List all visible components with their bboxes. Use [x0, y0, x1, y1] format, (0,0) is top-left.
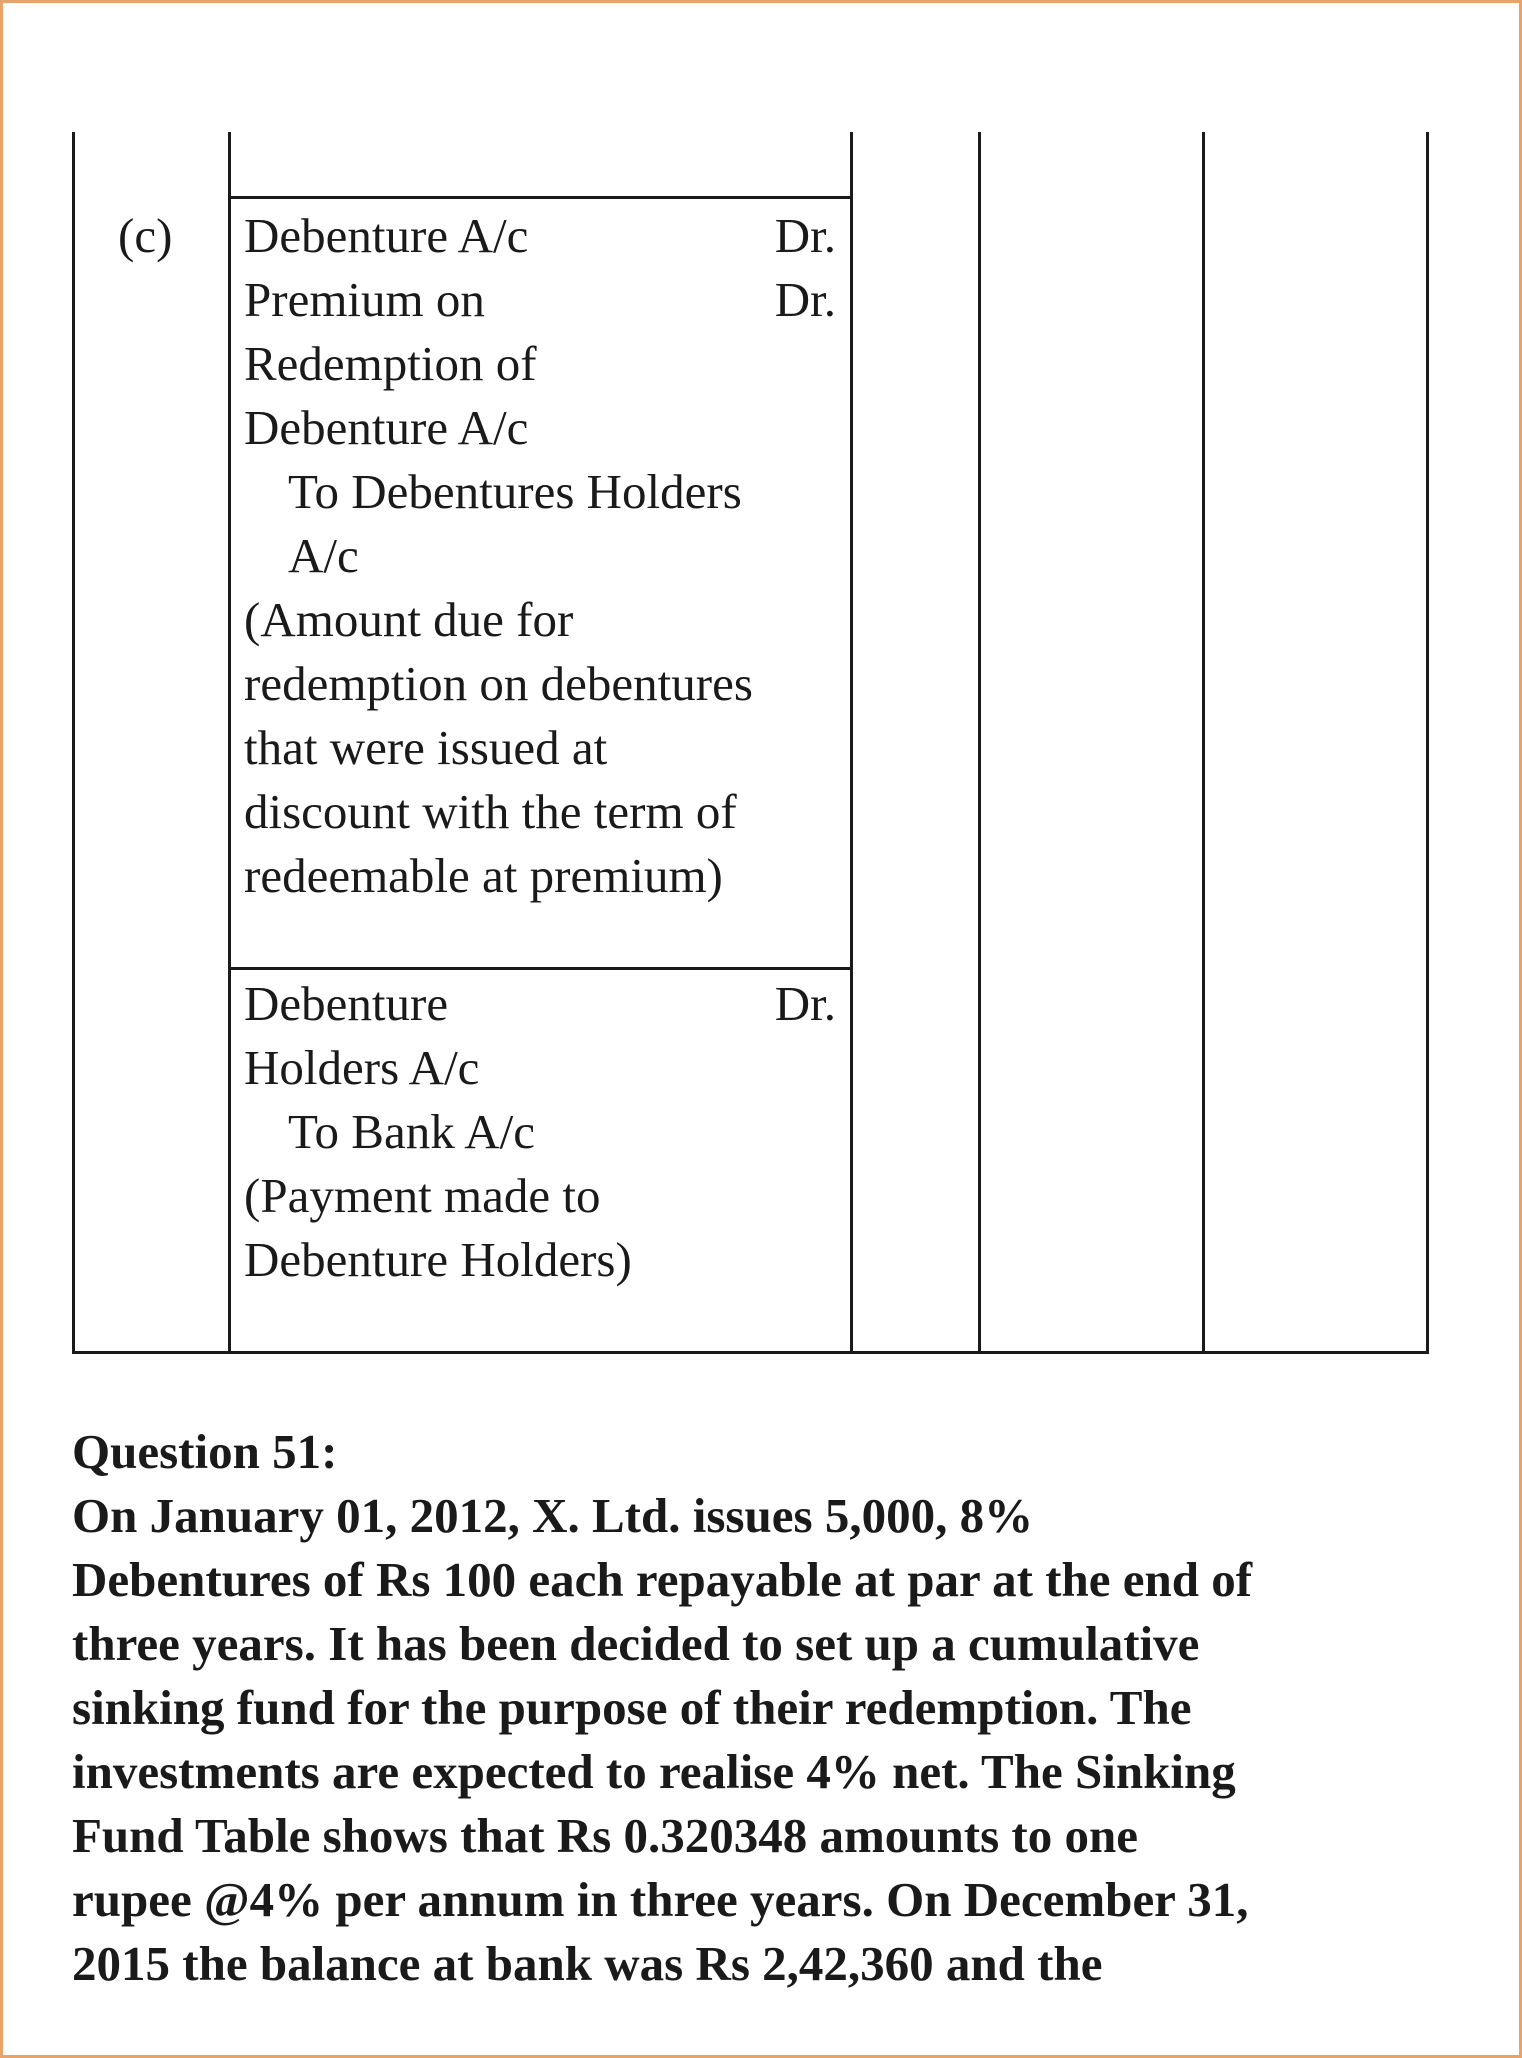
entry-separator-middle	[228, 967, 853, 970]
entry1-debit1-marker: Dr.	[774, 208, 836, 263]
entry1-debit2-line1: Premium on	[244, 272, 485, 327]
question-text-line: Fund Table shows that Rs 0.320348 amounts to one	[72, 1808, 1138, 1863]
entry1-debit1-account: Debenture A/c	[244, 208, 529, 263]
entry1-credit-line1: To Debentures Holders	[288, 464, 742, 519]
entry1-credit-line2: A/c	[288, 528, 359, 583]
entry1-debit2-line2: Redemption of	[244, 336, 537, 391]
column-rule-lf	[978, 132, 981, 1354]
question-text-line: investments are expected to realise 4% net. The Sinking	[72, 1744, 1236, 1799]
entry2-debit-line2: Holders A/c	[244, 1040, 480, 1095]
column-rule-credit	[1426, 132, 1429, 1354]
entry2-debit-marker: Dr.	[774, 976, 836, 1031]
entry-separator-top	[228, 196, 853, 199]
question-text-line: On January 01, 2012, X. Ltd. issues 5,000, 8%	[72, 1488, 1034, 1543]
question-text-line: sinking fund for the purpose of their redemption. The	[72, 1680, 1192, 1735]
entry2-credit-line: To Bank A/c	[288, 1104, 535, 1159]
entry1-narration-line: that were issued at	[244, 720, 608, 775]
column-rule-particulars-right	[850, 132, 853, 1354]
question-text-line: three years. It has been decided to set up a cumulative	[72, 1616, 1200, 1671]
entry2-narration-line: (Payment made to	[244, 1168, 601, 1223]
entry-label: (c)	[118, 208, 173, 263]
entry1-debit2-marker: Dr.	[774, 272, 836, 327]
question-block	[72, 1420, 1442, 1996]
entry1-debit2-line3: Debenture A/c	[244, 400, 529, 455]
column-rule-debit	[1202, 132, 1205, 1354]
entry2-debit-line1: Debenture	[244, 976, 449, 1031]
entry2-narration-line: Debenture Holders)	[244, 1232, 632, 1287]
entry1-narration-line: discount with the term of	[244, 784, 737, 839]
entry1-narration-line: redemption on debentures	[244, 656, 753, 711]
question-text-line: rupee @4% per annum in three years. On December 31,	[72, 1872, 1249, 1927]
entry1-narration-line: (Amount due for	[244, 592, 574, 647]
column-rule-particulars-left	[228, 132, 231, 1354]
entry1-narration-line: redeemable at premium)	[244, 848, 723, 903]
table-bottom-rule	[72, 1351, 1429, 1354]
journal-entry-table	[72, 132, 1429, 1354]
column-rule-date	[72, 132, 75, 1354]
question-heading: Question 51:	[72, 1424, 338, 1479]
question-text-line: Debentures of Rs 100 each repayable at par at the end of	[72, 1552, 1253, 1607]
question-text-line: 2015 the balance at bank was Rs 2,42,360 and the	[72, 1936, 1103, 1991]
